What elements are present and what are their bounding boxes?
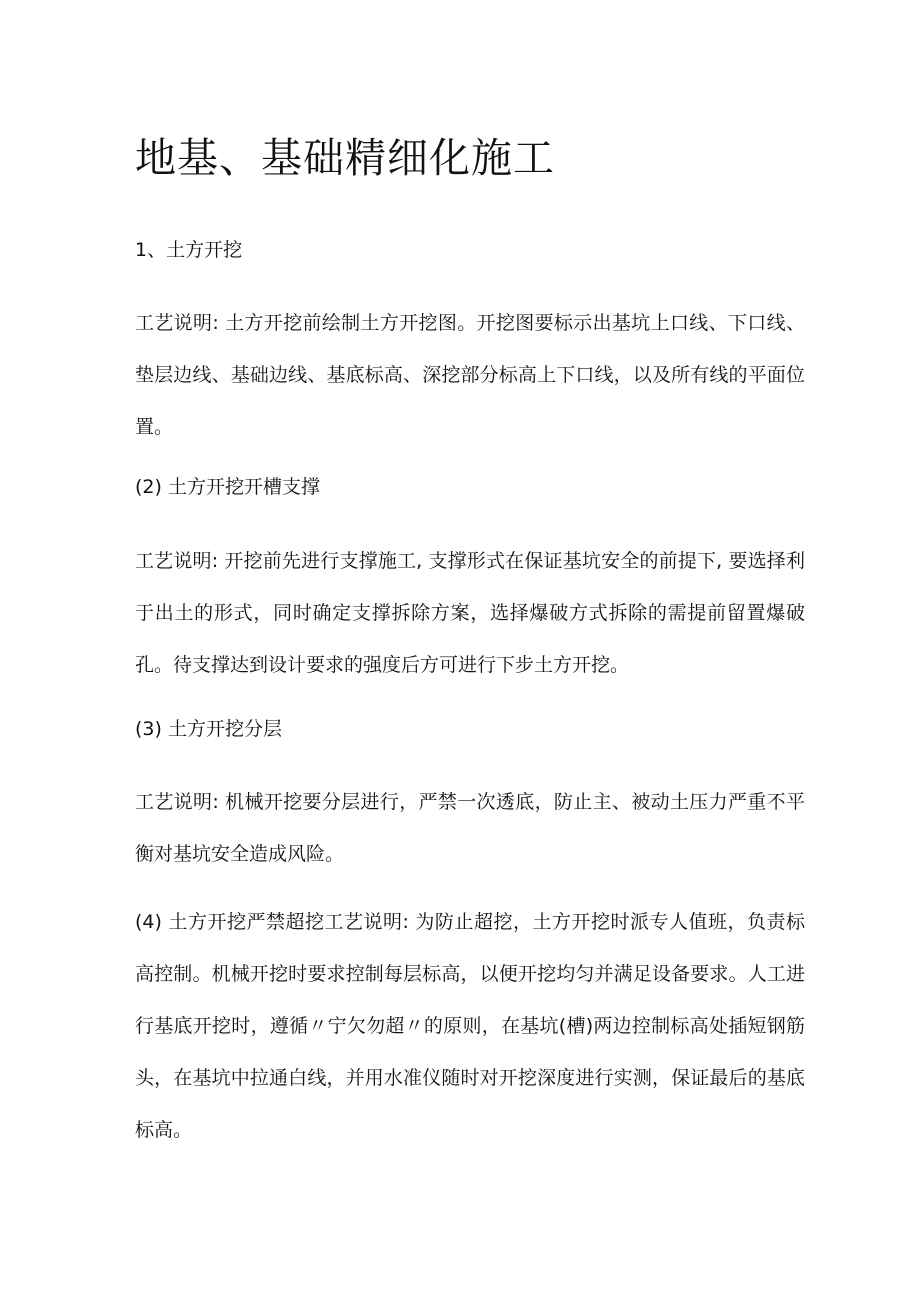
document-title: 地基、基础精细化施工 bbox=[135, 134, 555, 182]
section-heading-layered-excavation: (3) 土方开挖分层 bbox=[135, 718, 282, 740]
section-heading-earthwork-excavation: 1、土方开挖 bbox=[135, 239, 243, 261]
section-paragraph-no-overexcavation: (4) 土方开挖严禁超挖工艺说明: 为防止超挖，土方开挖时派专人值班，负责标高控制。机械开挖时要求控制每层标高，以便开挖均匀并满足设备要求。人工进行基底开挖时，遵循〃宁欠勿超〃的原则，在基坑(槽)两边控制标高处插短钢筋头，在基坑中拉通白线，并用水准仪随时对开挖深度进行实测，保证最后的基底标高。 bbox=[135, 911, 805, 1141]
section-heading-trench-support: (2) 土方开挖开槽支撑 bbox=[135, 476, 320, 498]
section-paragraph-trench-support: 工艺说明: 开挖前先进行支撑施工, 支撑形式在保证基坑安全的前提下, 要选择利于出土的形式，同时确定支撑拆除方案，选择爆破方式拆除的需提前留置爆破孔。待支撑达到设计要求的强度后方可进行下步土方开挖。 bbox=[135, 550, 805, 676]
section-paragraph-layered-excavation: 工艺说明: 机械开挖要分层进行，严禁一次透底，防止主、被动土压力严重不平衡对基坑安全造成风险。 bbox=[135, 791, 805, 865]
section-paragraph-earthwork-excavation: 工艺说明: 土方开挖前绘制土方开挖图。开挖图要标示出基坑上口线、下口线、垫层边线、基础边线、基底标高、深挖部分标高上下口线，以及所有线的平面位置。 bbox=[135, 312, 805, 438]
